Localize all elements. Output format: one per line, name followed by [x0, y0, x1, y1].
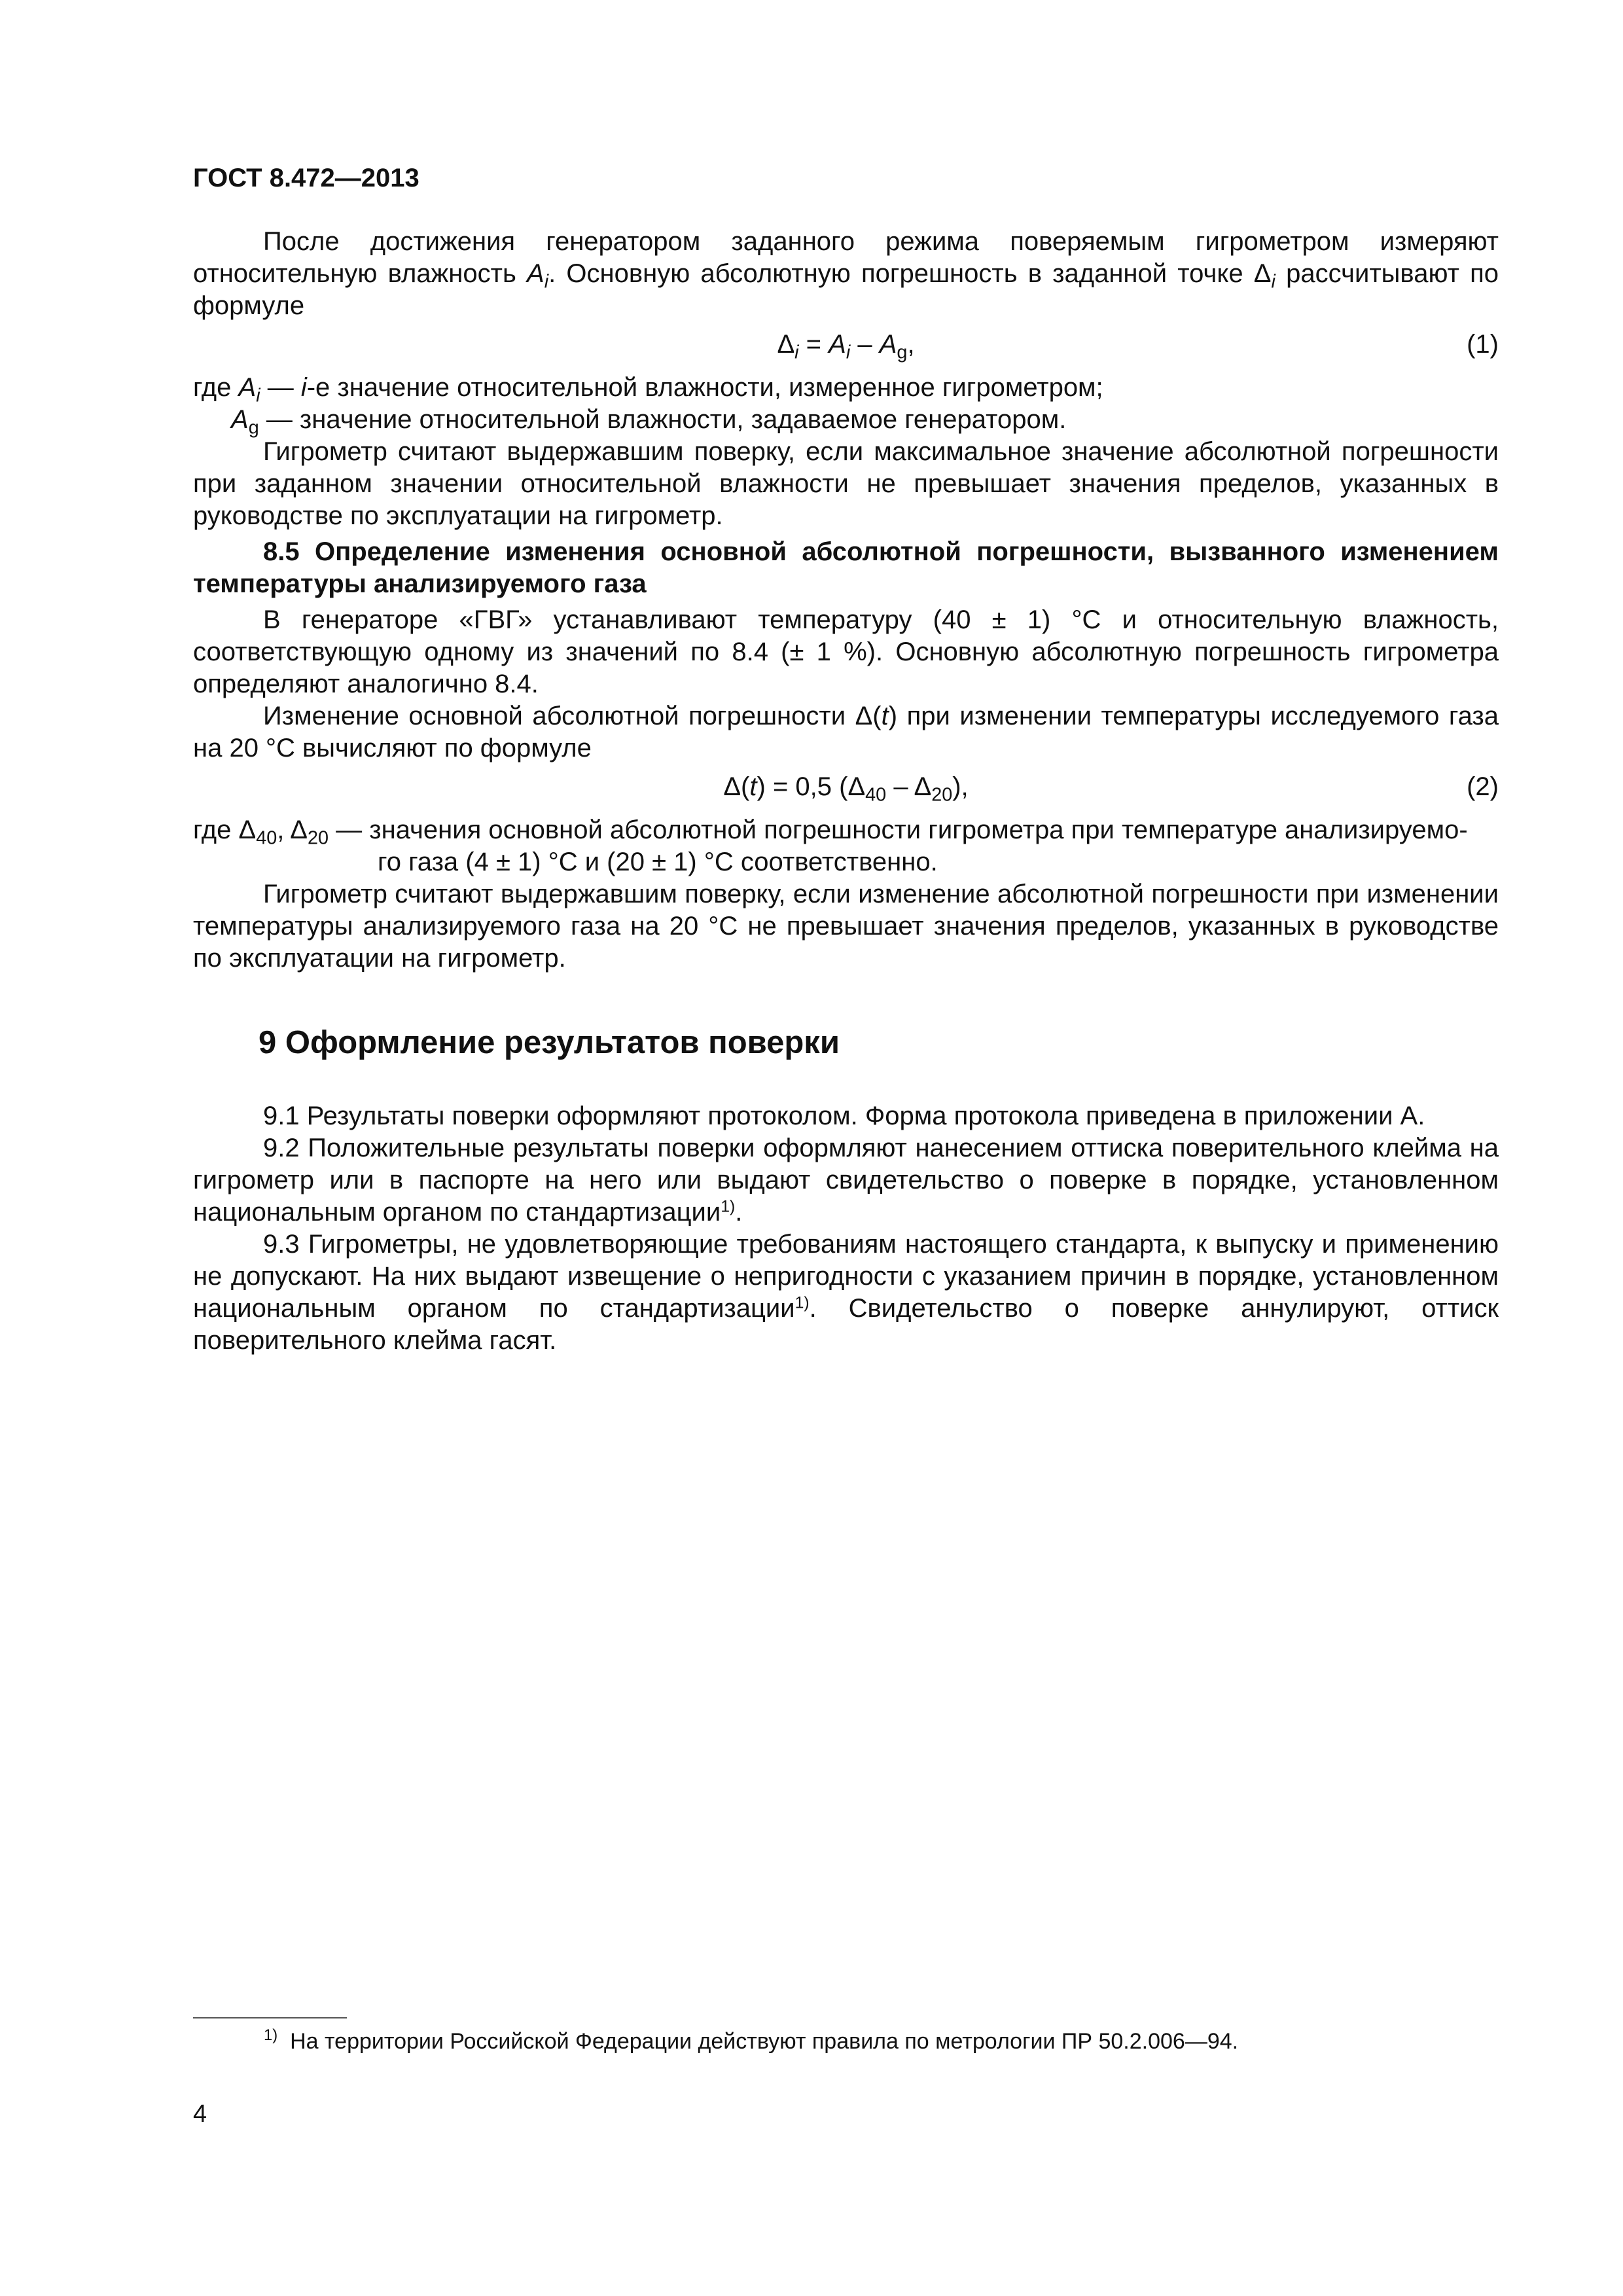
p92-end: . — [735, 1198, 743, 1227]
f2-minus: – Δ — [886, 772, 932, 801]
p92-footnote-mark: 1) — [721, 1198, 736, 1216]
formula-2 — [193, 771, 1499, 810]
section-9-title: 9 Оформление результатов поверки — [259, 1025, 840, 1060]
f2-close: ) — [757, 772, 766, 801]
w2-lead: где Δ — [193, 816, 257, 844]
f1-a-sub: i — [846, 342, 851, 363]
p93-text: 9.3 Гигрометры, не удовлетворяющие требованиям настоящего стандарта, к выпуску и применению не допускают. На них выдают извещение о непригодности с указанием причин в порядке, установленном национальным органом по стандартизации — [193, 1230, 1499, 1323]
formula-1-expression — [193, 329, 1499, 361]
paragraph-9-1: 9.1 Результаты поверки оформляют протоколом. Форма протокола приведена в приложении А. — [263, 1102, 1425, 1130]
w1-l2-sub: g — [248, 417, 259, 439]
w2-sub40: 40 — [256, 827, 277, 849]
where-2-line-1 — [193, 814, 1499, 849]
f1-delta: Δ — [777, 330, 795, 359]
p4-delta: Δ( — [855, 702, 882, 730]
w1-l2-a: A — [231, 405, 249, 434]
formula-1 — [193, 329, 1499, 368]
section-8-5-title: 8.5 Определение изменения основной абсолютной погрешности, вызванного изменением температуры анализируемого газа — [193, 537, 1499, 598]
document-page — [193, 0, 1499, 2296]
w1-dash: — — [260, 373, 301, 402]
paragraph-generator: В генераторе «ГВГ» устанавливают температуру (40 ± 1) °С и относительную влажность, соответствующую одному из значений по 8.4 (± 1 %). Основную абсолютную погрешность гигрометра определяют аналогично 8.4. — [193, 605, 1499, 698]
formula-2-expression — [193, 771, 1499, 806]
f1-ag-sub: g — [897, 342, 908, 363]
f1-delta-sub: i — [794, 342, 799, 363]
doc-code-header: ГОСТ 8.472—2013 — [193, 164, 419, 192]
f2-sub40: 40 — [865, 784, 887, 806]
w1-l2-text: — значение относительной влажности, задаваемое генератором. — [259, 405, 1067, 434]
paragraph-9-2 — [193, 1132, 1499, 1229]
w1-i: i — [300, 373, 307, 402]
f1-eq: = — [798, 330, 829, 359]
p1-end: . Основную абсолютную погрешность в заданной точке — [548, 259, 1243, 288]
paragraph-9-3 — [193, 1229, 1499, 1357]
document-body — [193, 226, 1499, 1357]
f2-end: ), — [952, 772, 969, 801]
f1-minus: – — [850, 330, 880, 359]
w1-a-sub: i — [256, 385, 260, 406]
w1-lead: где — [193, 373, 239, 402]
w1-text: -е значение относительной влажности, измеренное гигрометром; — [306, 373, 1103, 402]
f2-delta: Δ( — [723, 772, 750, 801]
p1-delta-sub: i — [1271, 271, 1275, 293]
var-a: A — [527, 259, 544, 288]
p4-b: ) при изменении температуры исследуемого газа на 20 °С вычисляют по формуле — [193, 702, 1499, 762]
f1-a: A — [829, 330, 846, 359]
where-1-line-2 — [193, 404, 1499, 439]
formula-2-number: (2) — [1467, 772, 1499, 801]
formula-1-number: (1) — [1467, 330, 1499, 359]
p1-tail: рассчитывают по формуле — [193, 259, 1499, 320]
f2-t: t — [749, 772, 757, 801]
f2-sub20: 20 — [931, 784, 953, 806]
p93-footnote-mark: 1) — [794, 1294, 810, 1312]
w2-comma: , Δ — [277, 816, 308, 844]
paragraph-acceptance-2: Гигрометр считают выдержавшим поверку, если изменение абсолютной погрешности при изменении температуры анализируемого газа на 20 °С не превышает значения пределов, указанных в руководстве по эксплуатации на гигрометр. — [193, 880, 1499, 973]
w1-a: A — [238, 373, 257, 402]
footnote-separator — [193, 2017, 347, 2018]
f1-ag: A — [879, 330, 897, 359]
paragraph-acceptance-1: Гигрометр считают выдержавшим поверку, если максимальное значение абсолютной погрешности при заданном значении относительной влажности не превышает значения пределов, указанных в руководстве по эксплуатации на гигрометр. — [193, 437, 1499, 530]
footnote-text: На территории Российской Федерации действуют правила по метрологии ПР 50.2.006—94. — [290, 2029, 1239, 2054]
p4-a: Изменение основной абсолютной погрешности — [263, 702, 855, 730]
p93-end: . Свидетельство о поверке аннулируют, оттиск поверительного клейма гасят. — [193, 1294, 1499, 1355]
where-2-line-2: го газа (4 ± 1) °С и (20 ± 1) °С соответственно. — [378, 848, 938, 876]
p1-text: После достижения генератором заданного режима поверяемым гигрометром измеряют относительную влажность — [193, 227, 1499, 288]
w2-sub20: 20 — [308, 827, 329, 849]
f2-rest: = 0,5 (Δ — [765, 772, 866, 801]
p92-text: 9.2 Положительные результаты поверки оформляют нанесением оттиска поверительного клейма на гигрометр или в паспорте на него или выдают свидетельство о поверке в порядке, установленном национальным органом по стандартизации — [193, 1134, 1499, 1227]
page-number: 4 — [193, 2100, 207, 2128]
p4-t: t — [881, 702, 889, 730]
p1-delta: Δ — [1253, 259, 1272, 288]
w2-text: — значения основной абсолютной погрешности гигрометра при температуре анализируемо- — [329, 816, 1468, 844]
where-1-line-1 — [193, 372, 1499, 404]
paragraph-change — [193, 700, 1499, 764]
f1-end: , — [907, 330, 915, 359]
var-a-sub: i — [544, 271, 549, 293]
paragraph-measurement — [193, 226, 1499, 322]
footnote — [264, 2028, 1238, 2055]
footnote-mark: 1) — [264, 2026, 278, 2044]
